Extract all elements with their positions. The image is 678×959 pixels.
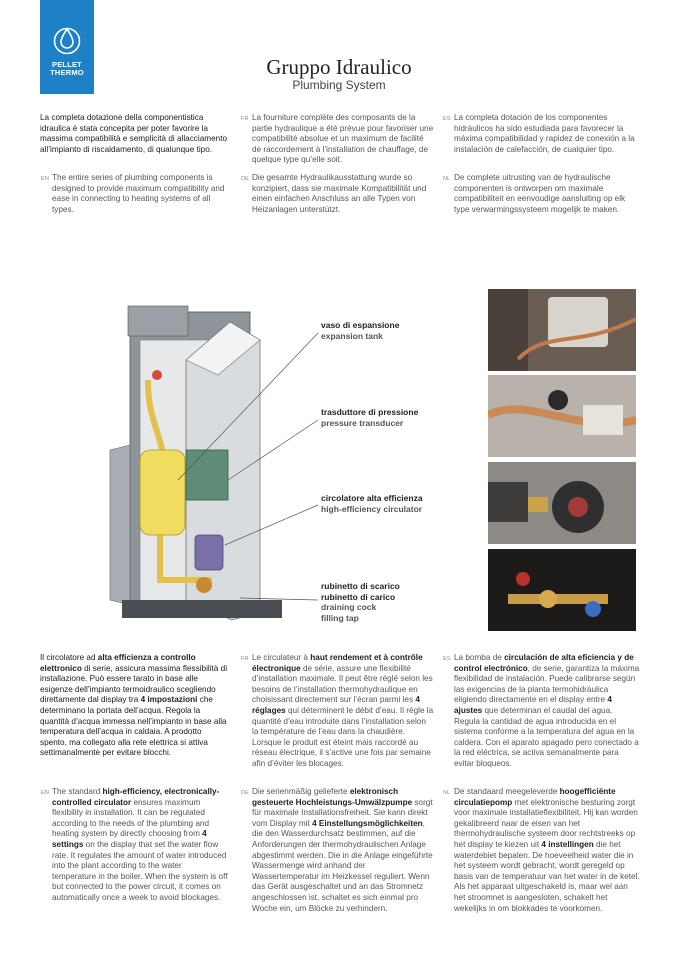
callout-label-it: trasduttore di pressione (321, 407, 419, 417)
intro-fr-text: La fourniture complète des composants de la partie hydraulique a été prévue pour favoriser une compatibilité absolue et un maximum de facilité de raccordement à l’installation de chauffage, de quelque type qu’elle soit. (252, 113, 434, 165)
text-bold: high-efficiency, electronically-controlled circulator (52, 787, 220, 807)
circulator-en (41, 787, 228, 904)
text-run: , de serie, garantiza la máxima flexibilidad de instalación. Puede calibrarse según las exigencias de la planta termohidráulica eligiendo directamente en el display entre (454, 663, 640, 705)
callout-label-it: rubinetto di carico (321, 591, 396, 602)
callout-label-it: rubinetto di scarico (321, 581, 400, 591)
circulator-fr (241, 653, 434, 770)
lang-label: ES (443, 656, 451, 662)
text-run: di serie, assicura massima flessibilità di installazione. Può essere tarato in base alle esigenze dell’impianto termoidraulico scegliendo direttamente dal display tra (40, 663, 228, 705)
text-bold: 4 instellingen (541, 839, 594, 849)
text-run: die het waterdebiet bepalen. De hoeveelheid water die in het systeem wordt gebracht, wordt geregeld op basis van de temperatuur van het water in de ketel. Als het apparaat uitgeschakeld is, maar wel aan het stroomnet is aangesloten, schakelt het wekelijks in om blokkades te voorkomen. (454, 839, 640, 913)
text-bold: 4 Einstellungsmöglichkeiten (312, 818, 423, 828)
photo-pressure-transducer (488, 375, 636, 457)
callout-label-en: filling tap (321, 612, 359, 623)
badge-line2: THERMO (50, 68, 84, 77)
text-run: met elektronische besturing zorgt voor maximale installatieflexibiliteit. Hij kan worden gekalibreerd naar de eisen van het thermohydraulische systeem door rechtstreeks op het display te kiezen uit (454, 797, 638, 849)
text-bold: 4 réglages (252, 695, 420, 715)
lang-label: EN (41, 790, 50, 796)
text-run: De standaard meegeleverde (454, 787, 560, 796)
circulator-nl (443, 787, 640, 914)
lang-label: FR (241, 116, 249, 122)
text-run: Il circolatore ad (40, 653, 98, 662)
text-bold: elektronisch gesteuerte Hochleistungs-Umwälzpumpe (252, 787, 413, 807)
lang-label: NL (443, 790, 451, 796)
badge-line1: PELLET (52, 60, 82, 69)
text-run: The standard (52, 787, 103, 796)
text-bold: alta efficienza a controllo elettronico (40, 653, 196, 673)
text-run: Die serienmäßig gelieferte (252, 787, 350, 796)
callout-label-it: vaso di espansione (321, 320, 400, 330)
intro-it: La completa dotazione della componentistica idraulica è stata concepita per poter favorire la massima compatibilità e semplicità di allacciamento all’impianto di riscaldamento, di qualunque tipo. (40, 113, 228, 154)
callout-circulator (321, 493, 423, 514)
callout-pressure-transducer (321, 407, 418, 428)
text-run: de série, assure une flexibilité d’installation maximale. Il peut être réglé selon les besoins de l’installation thermohydraulique en choisissant directement sur l’écran parmi les (252, 663, 433, 705)
text-run: La bomba de (454, 653, 505, 662)
photo-expansion-tank (488, 289, 636, 371)
text-run: Le circulateur à (252, 653, 311, 662)
text-run: on the display that set the water flow rate. It regulates the amount of water introduced into the plant according to the water temperature in the boiler. When the system is off but connected to the power circuit, it comes on automatically once a week to avoid blockages. (52, 839, 228, 902)
page-title: Gruppo Idraulico (266, 55, 412, 79)
photo-circulator-pump (488, 462, 636, 544)
lang-label: FR (241, 656, 249, 662)
circulator-es (443, 653, 640, 770)
intro-de-text: Die gesamte Hydraulikausstattung wurde so konzipiert, dass sie maximale Kompatibilität und einen einfachen Anschluss an alle Typen von Heizanlagen unterstützt. (252, 173, 427, 214)
text-bold: 4 ajustes (454, 695, 612, 715)
lang-label: EN (41, 176, 50, 182)
text-run: , die den Wasserdurchsatz bestimmen, auf die Anforderungen der thermohydraulischen Anlage abgestimmt werden. Die in die Anlage eingeführte Wassermenge wird anhand der Wassertemperatur im Heizkessel reguliert. Wenn das Gerät ausgeschaltet und an das Stromnetz angeschlossen ist, schaltet es sich einmal pro Woche ein, um Blöcke zu verhindern. (252, 818, 433, 913)
lang-label: NL (443, 176, 451, 182)
photo-taps (488, 549, 636, 631)
text-run: que determinan el caudal del agua. Regula la cantidad de agua introducida en el sistema conforme a la temperatura del agua en la caldera. Con el aparato apagado pero conectado a la red eléctrica, se activa semanalmente para evitar bloqueos. (454, 705, 639, 768)
text-run: sorgt für maximale Installationsfreiheit. Sie kann direkt vom Display mit (252, 797, 433, 828)
callout-label-en: expansion tank (321, 330, 383, 341)
text-bold: hoogefficiënte circulatiepomp (454, 787, 616, 807)
lang-label: DE (241, 176, 250, 182)
text-run: che determinano la portata dell’acqua. Regola la quantità d’acqua immessa nell’impianto in base alla temperatura dell’acqua in caldaia. A prodotto spento, ma collegato alla rete elettrica si attiva settimanalmente per evitare blocchi. (40, 695, 227, 758)
circulator-de (241, 787, 434, 914)
text-bold: haut rendement et à contrôle électronique (252, 653, 423, 673)
callout-label-en: high-efficiency circulator (321, 503, 423, 514)
lang-label: DE (241, 790, 250, 796)
text-run: ensures maximum flexibility in installation. It can be regulated according to the needs of the plumbing and heating system by directly choosing from (52, 797, 210, 839)
callout-taps (321, 581, 400, 623)
callout-label-en: pressure transducer (321, 417, 404, 428)
page-subtitle: Plumbing System (292, 78, 386, 92)
intro-es-text: La completa dotación de los componentes hidráulicos ha sido estudiada para favorecer la máxima compatibilidad y rapidez de conexión a la instalación de calefacción, de cualquier tipo. (454, 113, 635, 154)
text-bold: 4 impostazioni (140, 695, 198, 705)
text-bold: circulación de alta eficiencia y de control electrónico (454, 653, 634, 673)
circulator-it (40, 653, 228, 759)
intro-nl-text: De complete uitrusting van de hydraulische componenten is ontworpen om maximale compatibiliteit en eenvoudige aansluiting op elk type verwarmingssysteem mogelijk te maken. (454, 173, 626, 214)
intro-en-text: The entire series of plumbing components is designed to provide maximum compatibility and ease in connecting to heating systems of all types. (52, 173, 225, 214)
text-run: qui déterminent le débit d’eau. Il règle la quantité d’eau introduite dans l’installation selon la température de l’eau dans la chaudière. Lorsque le produit est éteint mais raccordé au réseau électrique, il s’active une fois par semaine afin d’éviter les blocages. (252, 705, 434, 768)
text-bold: 4 settings (52, 829, 207, 849)
callout-label-en: draining cock (321, 602, 377, 612)
lang-label: ES (443, 116, 451, 122)
callout-expansion-tank (321, 320, 399, 341)
callout-label-it: circolatore alta efficienza (321, 493, 423, 503)
